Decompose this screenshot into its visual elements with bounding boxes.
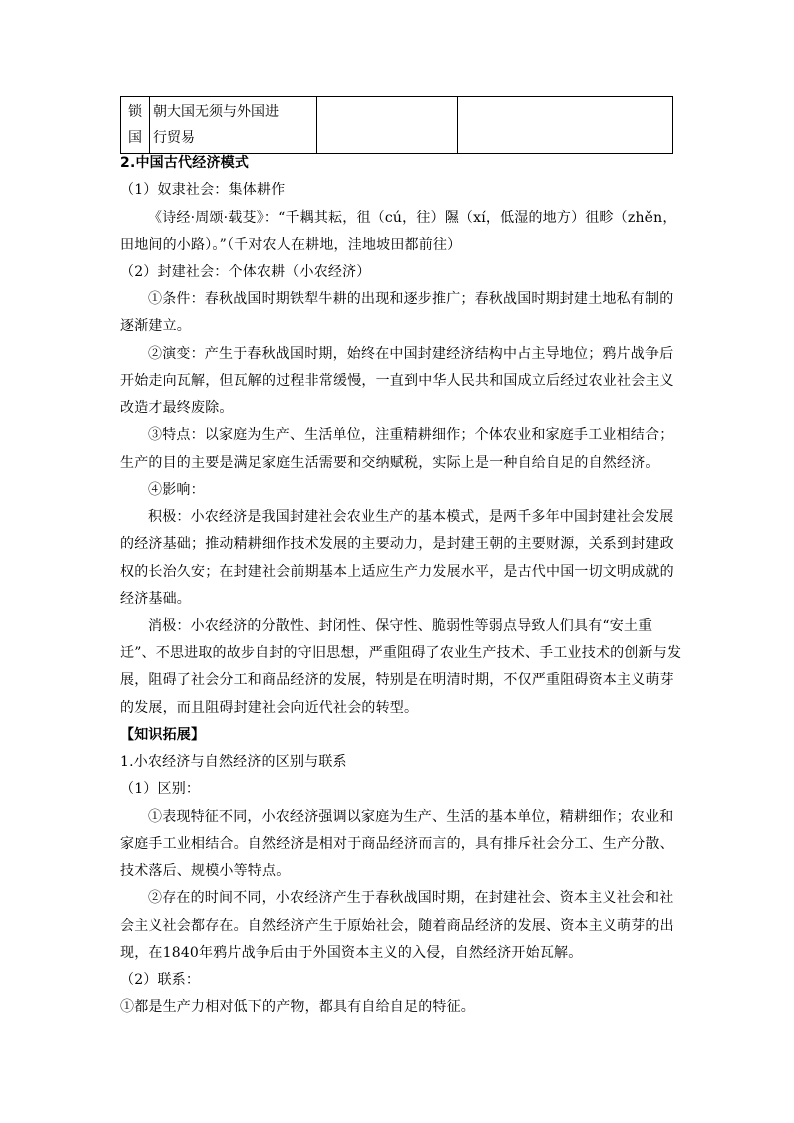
section-heading: 【知识拓展】 [120,727,206,743]
paragraph-line: 生产的目的主要是满足家庭生活需要和交纳赋税，实际上是一种自给自足的自然经济。 [120,455,660,471]
paragraph-line: 开始走向瓦解，但瓦解的过程非常缓慢，一直到中华人民共和国成立后经过农业社会主义 [120,373,674,389]
cell-text: 锁 [128,104,142,120]
table-cell-empty [458,97,673,154]
subheading: 1.小农经济与自然经济的区别与联系 [120,754,347,770]
subheading: （1）奴隶社会：集体耕作 [120,182,286,198]
paragraph-line: 的发展，而且阻碍封建社会向近代社会的转型。 [120,700,419,716]
subheading: （1）区别： [120,781,201,797]
paragraph-line: 改造才最终废除。 [120,400,234,416]
paragraph-line: 展，阻碍了社会分工和商品经济的发展，特别是在明清时期，不仅严重阻碍资本主义萌芽 [120,672,674,688]
paragraph-line: 会主义社会都存在。自然经济产生于原始社会，随着商品经济的发展、资本主义萌芽的出 [120,918,674,934]
table-cell-lockdown [121,97,150,154]
paragraph-line: 经济基础。 [120,591,191,607]
paragraph-line: 逐渐建立。 [120,318,191,334]
paragraph-line: 消极：小农经济的分散性、封闭性、保守性、脆弱性等弱点导致人们具有“安土重 [148,618,653,634]
table-cell-description [150,97,317,154]
paragraph-line: 现，在1840年鸦片战争后由于外国资本主义的入侵，自然经济开始瓦解。 [120,945,583,961]
section-heading: 2.中国古代经济模式 [120,155,250,171]
table-fragment [120,96,673,154]
cell-text: 国 [128,130,142,146]
paragraph-line: ①表现特征不同，小农经济强调以家庭为生产、生活的基本单位，精耕细作；农业和 [148,809,674,825]
paragraph-line: ①条件：春秋战国时期铁犁牛耕的出现和逐步推广；春秋战国时期封建土地私有制的 [148,291,674,307]
paragraph-line: 的经济基础；推动精耕细作技术发展的主要动力，是封建王朝的主要财源，关系到封建政 [120,536,674,552]
paragraph-line: ②演变：产生于春秋战国时期，始终在中国封建经济结构中占主导地位；鸦片战争后 [148,346,674,362]
paragraph-line: ④影响： [148,482,205,498]
paragraph-line: 权的长治久安；在封建社会前期基本上适应生产力发展水平，是古代中国一切文明成就的 [120,564,674,580]
paragraph-line: 技术落后、规模小等特点。 [120,863,291,879]
paragraph-line: ②存在的时间不同，小农经济产生于春秋战国时期，在封建社会、资本主义社会和社 [148,890,674,906]
paragraph-line: 田地间的小路）。”（千对农人在耕地，洼地坡田都前往） [120,237,462,253]
subheading: （2）联系： [120,972,201,988]
subheading: （2）封建社会：个体农耕（小农经济） [120,264,371,280]
paragraph-line: ③特点：以家庭为生产、生活单位，注重精耕细作；个体农业和家庭手工业相结合； [148,427,674,443]
table-cell-empty [317,97,458,154]
paragraph-line: 家庭手工业相结合。自然经济是相对于商品经济而言的，具有排斥社会分工、生产分散、 [120,836,674,852]
paragraph-line: ①都是生产力相对低下的产物，都具有自给自足的特征。 [120,999,475,1015]
paragraph-line: 积极：小农经济是我国封建社会农业生产的基本模式，是两千多年中国封建社会发展 [148,509,674,525]
cell-text: 朝大国无须与外国进 [153,104,279,120]
table-row [121,97,673,154]
paragraph-line: 迁”、不思进取的故步自封的守旧思想，严重阻碍了农业生产技术、手工业技术的创新与发 [120,645,682,661]
cell-text: 行贸易 [153,130,195,146]
paragraph-line: 《诗经·周颂·载芟》：“千耦其耘，徂（cú，往）隰（xí，低湿的地方）徂畛（zhěn， [148,210,677,226]
